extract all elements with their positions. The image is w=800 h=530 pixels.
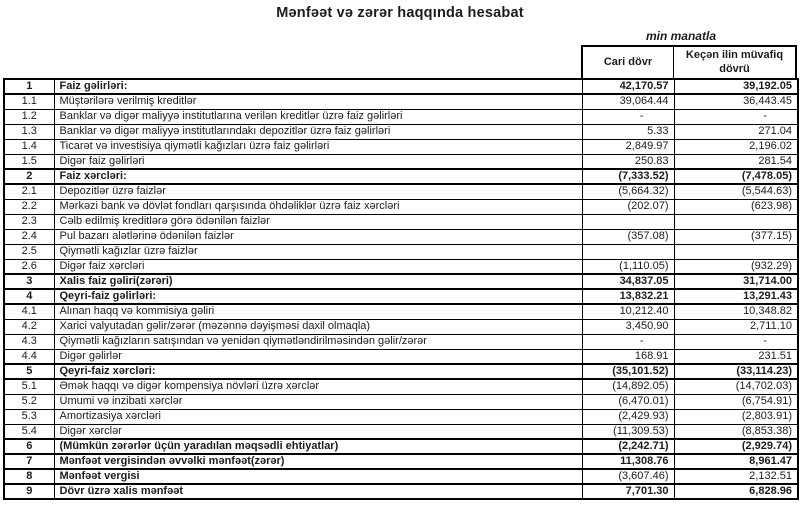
row-label: (Mümkün zərərlər üçün yaradılan məqsədli ehtiyatlar) xyxy=(54,439,582,454)
row-number: 4.3 xyxy=(4,334,54,349)
table-row xyxy=(4,319,798,334)
row-label: Mənfəət vergisindən əvvəlki mənfəət(zərər) xyxy=(54,454,582,469)
value-previous: (932.29) xyxy=(674,259,798,274)
row-label: Cəlb edilmiş kreditlərə görə ödənilən faizlər xyxy=(54,214,582,229)
value-previous: (7,478.05) xyxy=(674,169,798,184)
value-previous: (2,803.91) xyxy=(674,409,798,424)
value-previous: (6,754.91) xyxy=(674,394,798,409)
row-label: Dövr üzrə xalis mənfəət xyxy=(54,484,582,499)
row-number: 1.2 xyxy=(4,109,54,124)
value-previous: 13,291.43 xyxy=(674,289,798,304)
row-number: 1.1 xyxy=(4,94,54,109)
value-previous: 31,714.00 xyxy=(674,274,798,289)
row-number: 6 xyxy=(4,439,54,454)
value-previous: (377.15) xyxy=(674,229,798,244)
table-row xyxy=(4,454,798,469)
page-title: Mənfəət və zərər haqqında hesabat xyxy=(276,5,524,21)
row-number: 2.2 xyxy=(4,199,54,214)
row-label: Qiymətli kağızların satışından və yenidən qiymətləndirilməsindən gəlir/zərər xyxy=(54,334,582,349)
value-previous: 281.54 xyxy=(674,154,798,169)
value-current: (14,892.05) xyxy=(582,379,674,394)
row-number: 3 xyxy=(4,274,54,289)
value-previous: 39,192.05 xyxy=(674,79,798,94)
value-current: (1,110.05) xyxy=(582,259,674,274)
value-current: 2,849.97 xyxy=(582,139,674,154)
row-label: Alınan haqq və kommisiya gəliri xyxy=(54,304,582,319)
table-row xyxy=(4,439,798,454)
row-label: Digər faiz gəlirləri xyxy=(54,154,582,169)
value-current: 10,212.40 xyxy=(582,304,674,319)
row-label: Qeyri-faiz gəlirləri: xyxy=(54,289,582,304)
table-row xyxy=(4,409,798,424)
value-current: 7,701.30 xyxy=(582,484,674,499)
table-row xyxy=(4,484,798,499)
value-current xyxy=(582,244,674,259)
row-number: 1.3 xyxy=(4,124,54,139)
value-previous: 8,961.47 xyxy=(674,454,798,469)
value-current: (357.08) xyxy=(582,229,674,244)
row-label: Mərkəzi bank və dövlət fondları qarşısında öhdəliklər üzrə faiz xərcləri xyxy=(54,199,582,214)
row-number: 1.5 xyxy=(4,154,54,169)
table-row xyxy=(4,394,798,409)
row-number: 1.4 xyxy=(4,139,54,154)
row-number: 5.1 xyxy=(4,379,54,394)
value-current: 34,837.05 xyxy=(582,274,674,289)
value-current: 3,450.90 xyxy=(582,319,674,334)
row-number: 2 xyxy=(4,169,54,184)
row-number: 4.2 xyxy=(4,319,54,334)
table-row xyxy=(4,154,798,169)
table-row xyxy=(4,94,798,109)
value-previous: 2,711.10 xyxy=(674,319,798,334)
row-number: 2.3 xyxy=(4,214,54,229)
row-label: Banklar və digər maliyyə institutlarındakı depozitlər üzrə faiz gəlirləri xyxy=(54,124,582,139)
value-current: (202.07) xyxy=(582,199,674,214)
value-previous: 36,443.45 xyxy=(674,94,798,109)
row-label: Amortizasiya xərcləri xyxy=(54,409,582,424)
pl-table-body xyxy=(4,79,798,499)
value-current xyxy=(582,214,674,229)
value-current: 11,308.76 xyxy=(582,454,674,469)
value-previous xyxy=(674,214,798,229)
column-headers xyxy=(581,45,797,78)
value-previous: 10,348.82 xyxy=(674,304,798,319)
value-current: 13,832.21 xyxy=(582,289,674,304)
value-current: (3,607.46) xyxy=(582,469,674,484)
table-row xyxy=(4,109,798,124)
value-previous: 6,828.96 xyxy=(674,484,798,499)
column-header-previous: Keçən ilin müvafiq dövrü xyxy=(685,49,784,75)
value-current: 42,170.57 xyxy=(582,79,674,94)
row-label: Ümumi və inzibati xərclər xyxy=(54,394,582,409)
row-number: 4.1 xyxy=(4,304,54,319)
table-row xyxy=(4,199,798,214)
row-number: 2.4 xyxy=(4,229,54,244)
row-label: Xalis faiz gəliri(zərəri) xyxy=(54,274,582,289)
row-label: Əmək haqqı və digər kompensiya növləri üzrə xərclər xyxy=(54,379,582,394)
value-current: (11,309.53) xyxy=(582,424,674,439)
value-previous: (8,853.38) xyxy=(674,424,798,439)
value-current: (6,470.01) xyxy=(582,394,674,409)
row-number: 2.5 xyxy=(4,244,54,259)
table-row xyxy=(4,229,798,244)
row-number: 2.1 xyxy=(4,184,54,199)
table-row xyxy=(4,244,798,259)
table-row xyxy=(4,214,798,229)
row-number: 4 xyxy=(4,289,54,304)
row-label: Depozitlər üzrə faizlər xyxy=(54,184,582,199)
value-previous: 271.04 xyxy=(674,124,798,139)
row-label: Mənfəət vergisi xyxy=(54,469,582,484)
table-row xyxy=(4,259,798,274)
value-current: 39,064.44 xyxy=(582,94,674,109)
row-number: 5 xyxy=(4,364,54,379)
row-label: Xarici valyutadan gəlir/zərər (məzənnə dəyişməsi daxil olmaqla) xyxy=(54,319,582,334)
row-number: 2.6 xyxy=(4,259,54,274)
table-row xyxy=(4,364,798,379)
unit-note: min manatla xyxy=(645,29,716,43)
table-row xyxy=(4,139,798,154)
value-previous: (5,544.63) xyxy=(674,184,798,199)
row-label: Pul bazarı alətlərinə ödənilən faizlər xyxy=(54,229,582,244)
value-current: - xyxy=(582,109,674,124)
value-current: (2,242.71) xyxy=(582,439,674,454)
row-label: Digər xərclər xyxy=(54,424,582,439)
table-row xyxy=(4,274,798,289)
row-label: Faiz xərcləri: xyxy=(54,169,582,184)
row-number: 4.4 xyxy=(4,349,54,364)
table-row xyxy=(4,469,798,484)
table-row xyxy=(4,349,798,364)
row-label: Digər faiz xərcləri xyxy=(54,259,582,274)
value-previous: - xyxy=(674,109,798,124)
row-label: Digər gəlirlər xyxy=(54,349,582,364)
row-number: 5.3 xyxy=(4,409,54,424)
table-row xyxy=(4,184,798,199)
value-current: 250.83 xyxy=(582,154,674,169)
value-previous: (2,929.74) xyxy=(674,439,798,454)
row-number: 5.4 xyxy=(4,424,54,439)
value-current: 168.91 xyxy=(582,349,674,364)
row-number: 8 xyxy=(4,469,54,484)
value-previous: 2,196.02 xyxy=(674,139,798,154)
row-number: 1 xyxy=(4,79,54,94)
table-row xyxy=(4,79,798,94)
value-previous: 2,132.51 xyxy=(674,469,798,484)
table-row xyxy=(4,424,798,439)
row-number: 9 xyxy=(4,484,54,499)
column-header-current: Cari dövr xyxy=(583,47,674,78)
value-previous: 231.51 xyxy=(674,349,798,364)
value-previous: (623.98) xyxy=(674,199,798,214)
value-current: (35,101.52) xyxy=(582,364,674,379)
row-label: Banklar və digər maliyyə institutlarına verilən kreditlər üzrə faiz gəlirləri xyxy=(54,109,582,124)
value-current: (7,333.52) xyxy=(582,169,674,184)
row-label: Qiymətli kağızlar üzrə faizlər xyxy=(54,244,582,259)
row-label: Qeyri-faiz xərcləri: xyxy=(54,364,582,379)
table-row xyxy=(4,304,798,319)
pl-table xyxy=(3,78,799,500)
row-number: 5.2 xyxy=(4,394,54,409)
value-current: (2,429.93) xyxy=(582,409,674,424)
value-current: 5.33 xyxy=(582,124,674,139)
table-row xyxy=(4,334,798,349)
table-row xyxy=(4,289,798,304)
row-number: 7 xyxy=(4,454,54,469)
table-row xyxy=(4,124,798,139)
value-previous: (33,114.23) xyxy=(674,364,798,379)
table-row xyxy=(4,169,798,184)
value-previous xyxy=(674,244,798,259)
row-label: Ticarət və investisiya qiymətli kağızları üzrə faiz gəlirləri xyxy=(54,139,582,154)
value-previous: (14,702.03) xyxy=(674,379,798,394)
table-row xyxy=(4,379,798,394)
value-previous: - xyxy=(674,334,798,349)
value-current: (5,664.32) xyxy=(582,184,674,199)
value-current: - xyxy=(582,334,674,349)
row-label: Faiz gəlirləri: xyxy=(54,79,582,94)
row-label: Müştərilərə verilmiş kreditlər xyxy=(54,94,582,109)
